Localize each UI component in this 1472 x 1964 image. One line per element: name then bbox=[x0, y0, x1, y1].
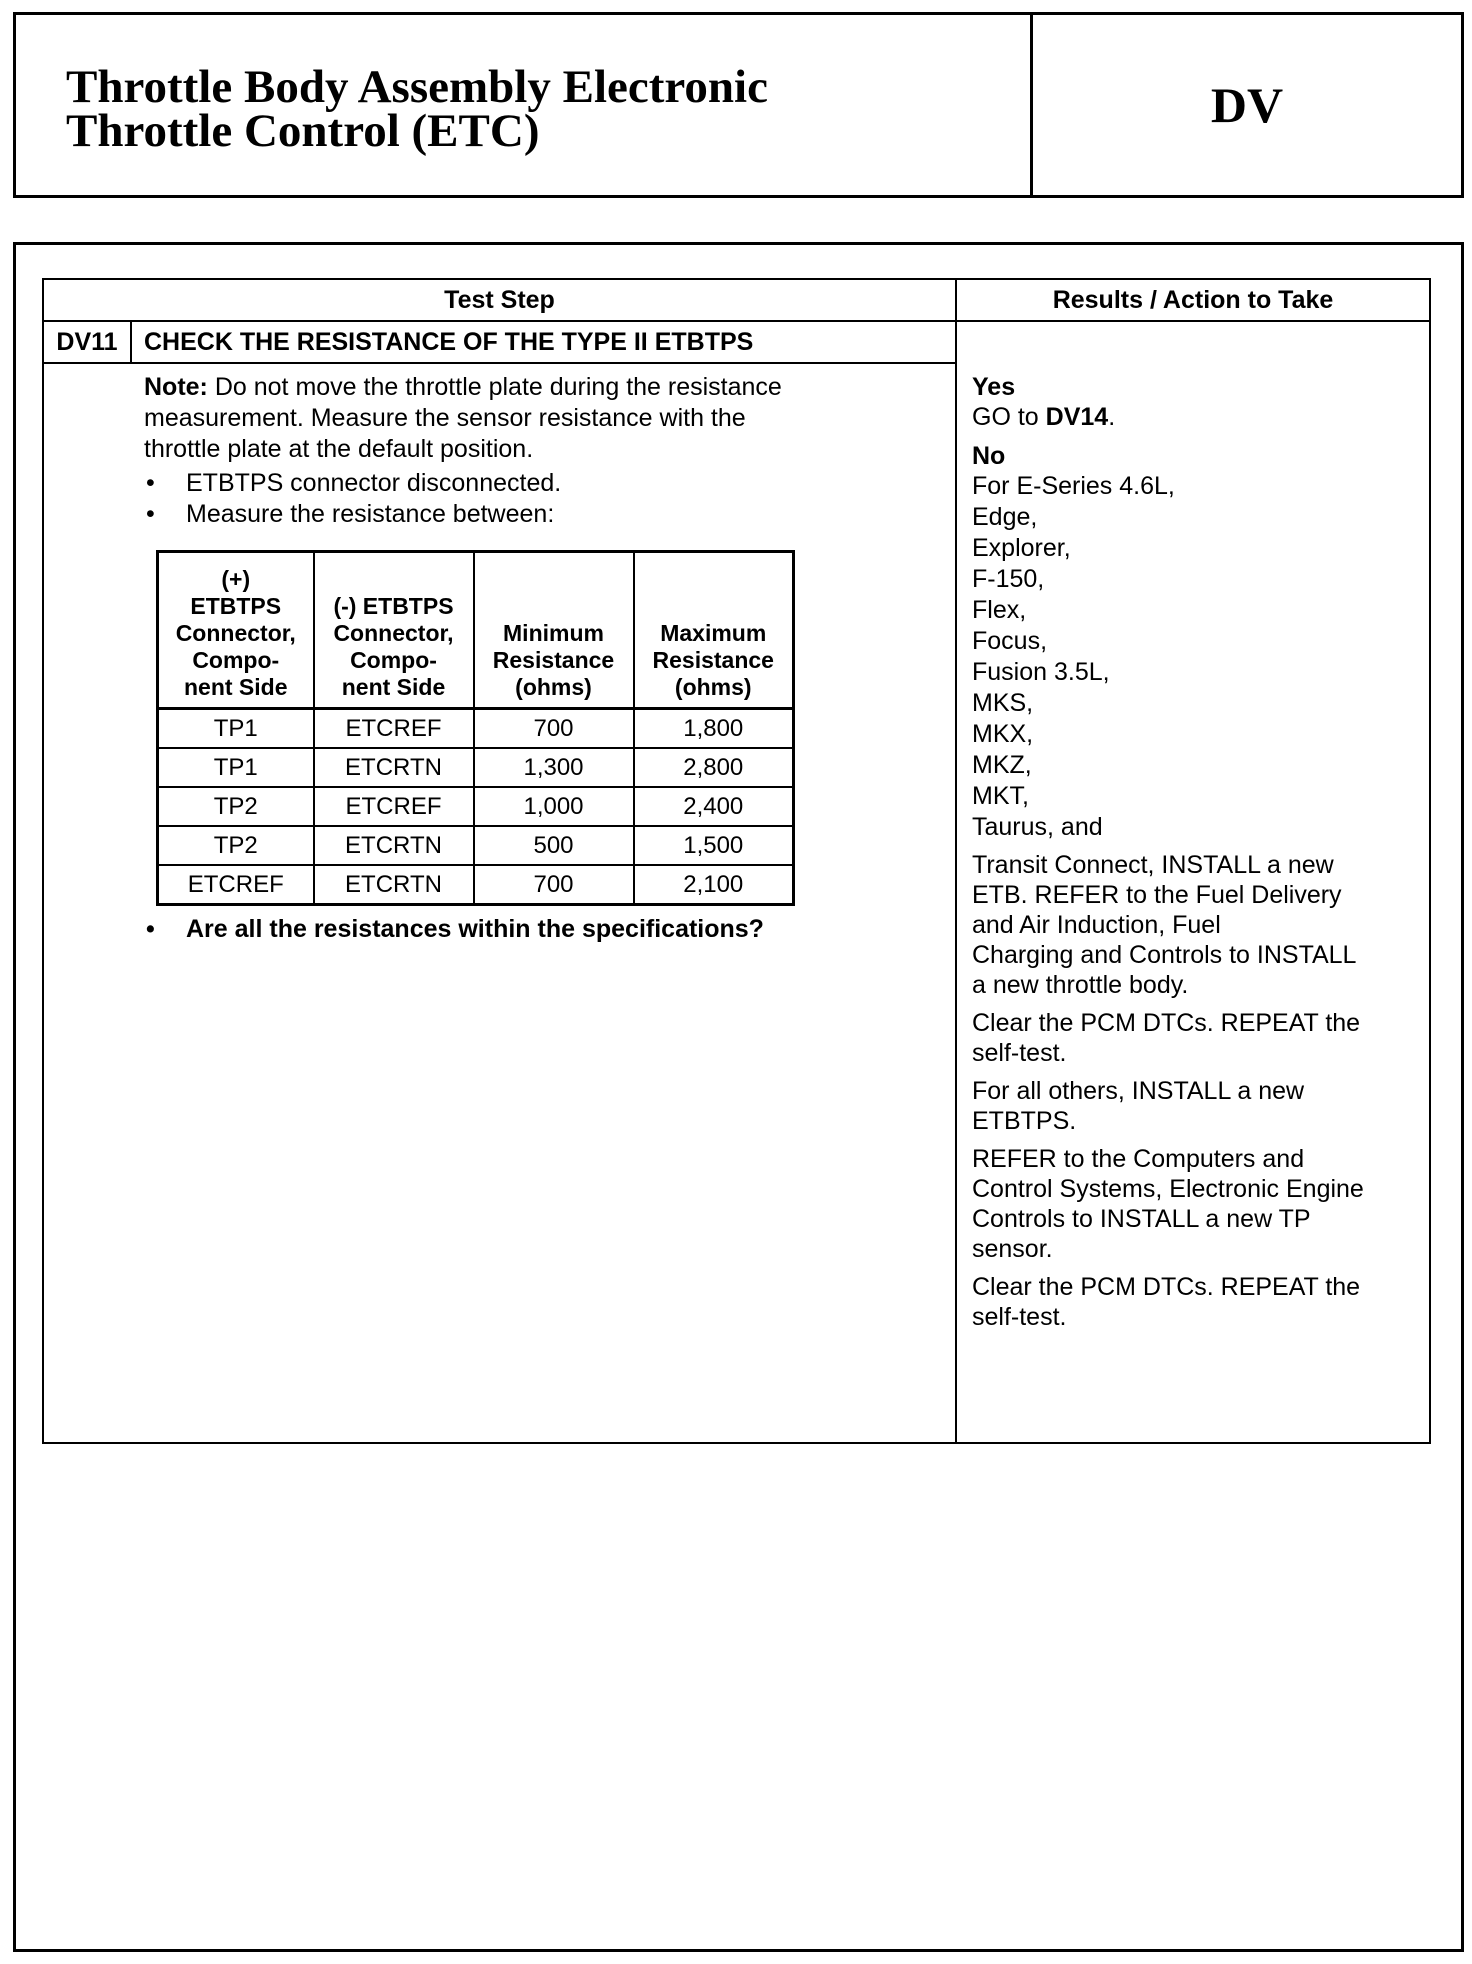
yes-label: Yes bbox=[972, 373, 1016, 401]
col-header-test-step: Test Step bbox=[444, 286, 555, 314]
step-rule bbox=[44, 362, 955, 364]
title-line-2: Throttle Control (ETC) bbox=[66, 105, 540, 157]
step-note bbox=[144, 372, 944, 465]
step-id: DV11 bbox=[56, 328, 118, 356]
refer-instruction: REFER to the Computers and Control Systems, Electronic Engine Controls to INSTALL a new TP sensor. bbox=[972, 1145, 1364, 1263]
spec-col-maximum: Maximum Resistance (ohms) bbox=[634, 552, 794, 709]
vehicle-item: Taurus, and bbox=[972, 813, 1103, 841]
no-label: No bbox=[972, 442, 1006, 470]
bullet-item: • ETBTPS connector disconnected. bbox=[144, 468, 944, 499]
vehicle-item: Explorer, bbox=[972, 534, 1071, 562]
vehicle-item: F-150, bbox=[972, 565, 1045, 593]
step-title: CHECK THE RESISTANCE OF THE TYPE II ETBTPS bbox=[144, 328, 754, 356]
table-row: TP1 ETCRTN 1,300 2,800 bbox=[158, 748, 794, 787]
table-row: TP1 ETCREF 700 1,800 bbox=[158, 709, 794, 749]
vehicle-item: Focus, bbox=[972, 627, 1048, 655]
vehicle-item: MKS, bbox=[972, 689, 1034, 717]
install-etb-instruction: Transit Connect, INSTALL a new ETB. REFER to the Fuel Delivery and Air Induction, Fuel Charging and Controls to INSTALL a new throttle body. bbox=[972, 851, 1357, 999]
note-text: Do not move the throttle plate during the resistance bbox=[207, 373, 782, 401]
vehicle-item: MKX, bbox=[972, 720, 1034, 748]
table-row: ETCREF ETCRTN 700 2,100 bbox=[158, 865, 794, 905]
col-header-results: Results / Action to Take bbox=[1052, 286, 1334, 314]
note-label: Note: bbox=[144, 373, 208, 401]
vehicle-item: For E-Series 4.6L, bbox=[972, 472, 1175, 500]
page-header bbox=[13, 12, 1464, 198]
spec-col-negative: (-) ETBTPS Connector, Compo- nent Side bbox=[314, 552, 474, 709]
yes-action: GO to DV14. bbox=[972, 403, 1116, 431]
vehicle-item: Edge, bbox=[972, 503, 1038, 531]
resistance-spec-table bbox=[156, 550, 795, 906]
results-column bbox=[972, 372, 1422, 1340]
spec-col-positive: (+) ETBTPS Connector, Compo- nent Side bbox=[158, 552, 314, 709]
question-text: • Are all the resistances within the specifications? bbox=[144, 914, 764, 945]
vehicle-item: MKT, bbox=[972, 782, 1029, 810]
table-row: TP2 ETCRTN 500 1,500 bbox=[158, 826, 794, 865]
page-title bbox=[66, 61, 1016, 157]
note-line-3: throttle plate at the default position. bbox=[144, 435, 534, 463]
title-line-1: Throttle Body Assembly Electronic bbox=[66, 61, 768, 113]
vehicle-item: MKZ, bbox=[972, 751, 1032, 779]
vehicle-item: Flex, bbox=[972, 596, 1027, 624]
vehicle-item: Fusion 3.5L, bbox=[972, 658, 1110, 686]
test-step-table bbox=[42, 278, 1431, 1444]
bullet-item: • Measure the resistance between: bbox=[144, 499, 944, 530]
step-bullets bbox=[144, 468, 944, 530]
spec-col-minimum: Minimum Resistance (ohms) bbox=[474, 552, 634, 709]
install-etbtps-instruction: For all others, INSTALL a new ETBTPS. bbox=[972, 1077, 1305, 1135]
clear-dtc-instruction-2: Clear the PCM DTCs. REPEAT the self-test. bbox=[972, 1273, 1361, 1331]
yes-target: DV14 bbox=[1045, 403, 1109, 431]
spec-header-row bbox=[158, 552, 794, 709]
step-question bbox=[144, 914, 764, 945]
table-row: TP2 ETCREF 1,000 2,400 bbox=[158, 787, 794, 826]
section-code: DV bbox=[1210, 77, 1284, 133]
step-id-divider bbox=[130, 320, 132, 362]
note-line-1 bbox=[144, 372, 944, 403]
clear-dtc-instruction: Clear the PCM DTCs. REPEAT the self-test. bbox=[972, 1009, 1361, 1067]
column-divider bbox=[955, 280, 957, 1442]
note-line-2: measurement. Measure the sensor resistance with the bbox=[144, 404, 746, 432]
